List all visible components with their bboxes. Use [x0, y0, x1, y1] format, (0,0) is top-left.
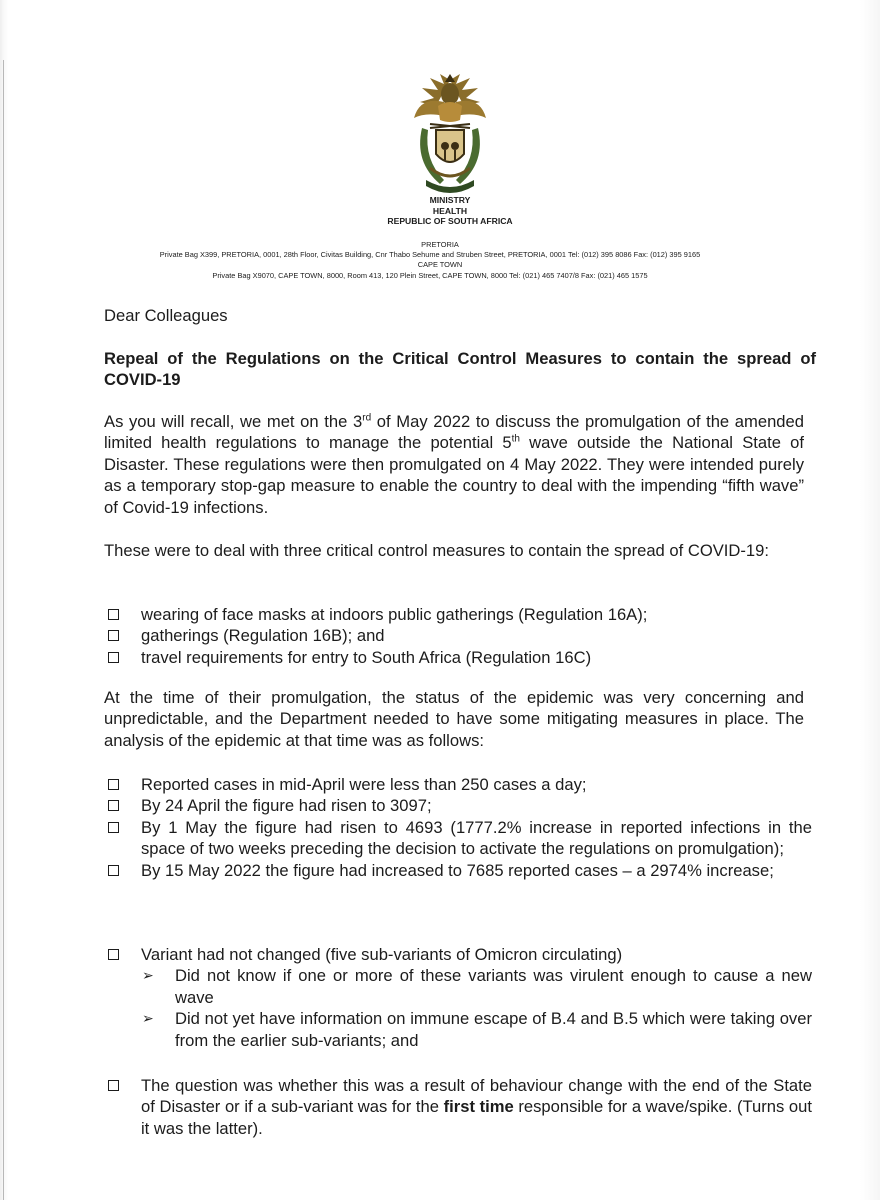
- checkbox-bullet-icon: [108, 865, 119, 876]
- checkbox-bullet-icon: [108, 652, 119, 663]
- analysis-list: [104, 774, 812, 881]
- checkbox-bullet-icon: [108, 630, 119, 641]
- para1-text-c: wave outside the National State of Disaster. These regulations were then promulgated on 4 May 2022. They were intended purely as a temporary stop-gap measure to enable the country to deal with the impending “fifth wave” of Covid-19 infections.: [104, 433, 804, 517]
- pretoria-address: Private Bag X399, PRETORIA, 0001, 28th Floor, Civitas Building, Cnr Thabo Sehume and Struben Street, PRETORIA, 0001 Tel: (012) 395 8086 Fax: (012) 395 9165: [159, 250, 701, 259]
- list-item: [104, 1075, 812, 1139]
- list-item-text: By 24 April the figure had risen to 3097;: [141, 796, 432, 816]
- list-item: [104, 625, 814, 646]
- list-item-text: Reported cases in mid-April were less than 250 cases a day;: [141, 775, 587, 794]
- list-item: [104, 604, 814, 625]
- health-line: HEALTH: [432, 205, 468, 216]
- list-item: [104, 944, 812, 965]
- arrow-bullet-icon: ➢: [142, 1010, 154, 1027]
- coat-of-arms-icon: [400, 72, 500, 200]
- ministry-block: [360, 195, 540, 227]
- list-item: [104, 817, 812, 860]
- ministry-line: MINISTRY: [429, 195, 471, 205]
- paragraph-recall: [104, 411, 804, 518]
- salutation: Dear Colleagues: [104, 306, 228, 325]
- paragraph-measures-intro: These were to deal with three critical control measures to contain the spread of COVID-19:: [104, 541, 769, 560]
- letter-heading: Repeal of the Regulations on the Critical Control Measures to contain the spread of COVID-19: [104, 349, 816, 390]
- list-item-text: By 1 May the figure had risen to 4693 (1777.2% increase in reported infections in the space of two weeks preceding the decision to activate the regulations on promulgation);: [141, 817, 812, 859]
- checkbox-bullet-icon: [108, 779, 119, 790]
- list-item: [104, 860, 812, 881]
- checkbox-bullet-icon: [108, 1080, 119, 1091]
- list-item-text: gatherings (Regulation 16B); and: [141, 626, 385, 646]
- list-item-text: travel requirements for entry to South Africa (Regulation 16C): [141, 647, 592, 667]
- paragraph-analysis-intro: At the time of their promulgation, the status of the epidemic was very concerning and unpredictable, and the Department needed to have some mitigating measures in place. The analysis of the epidemic at that time was as follows:: [104, 688, 804, 750]
- para1-text-b: of May 2022 to discuss the promulgation of the amended limited health regulations to manage the potential 5: [104, 412, 804, 453]
- question-text-a: The question was whether this was a result of behaviour change with the end of the State of Disaster or if a sub-variant was for the: [141, 1076, 812, 1117]
- checkbox-bullet-icon: [108, 609, 119, 620]
- sub-list-item: [140, 1008, 812, 1051]
- checkbox-bullet-icon: [108, 800, 119, 811]
- variant-list: [104, 944, 812, 1051]
- question-text-bold: first time: [443, 1097, 514, 1117]
- checkbox-bullet-icon: [108, 949, 119, 960]
- question-text-b: responsible for a wave/spike. (Turns out it was the latter).: [141, 1097, 813, 1138]
- list-item: [104, 647, 814, 668]
- capetown-label: CAPE TOWN: [417, 260, 463, 269]
- measures-list: [104, 604, 814, 668]
- republic-line: REPUBLIC OF SOUTH AFRICA: [387, 216, 513, 226]
- arrow-bullet-icon: ➢: [142, 967, 154, 984]
- sub-list-item-text: Did not yet have information on immune escape of B.4 and B.5 which were taking over from the earlier sub-variants; and: [175, 1009, 812, 1050]
- pretoria-label: PRETORIA: [421, 240, 459, 249]
- list-item: [104, 795, 812, 816]
- list-item-text: Variant had not changed (five sub-variants of Omicron circulating): [141, 945, 623, 964]
- page-edge: [3, 60, 4, 1200]
- question-list: [104, 1075, 812, 1139]
- para1-text-a: As you will recall, we met on the 3: [104, 412, 363, 431]
- list-item-text: By 15 May 2022 the figure had increased to 7685 reported cases – a 2974% increase;: [141, 860, 774, 880]
- capetown-address: Private Bag X9070, CAPE TOWN, 8000, Room 413, 120 Plein Street, CAPE TOWN, 8000 Tel: (021) 465 7407/8 Fax: (021) 465 1575: [212, 271, 648, 280]
- para1-sup-a: rd: [362, 412, 372, 424]
- list-item: [104, 774, 812, 795]
- list-item-text: wearing of face masks at indoors public gatherings (Regulation 16A);: [141, 605, 648, 624]
- para1-sup-b: th: [511, 433, 520, 445]
- sub-list-item: [140, 965, 812, 1008]
- sub-list-item-text: Did not know if one or more of these variants was virulent enough to cause a new wave: [175, 966, 812, 1007]
- checkbox-bullet-icon: [108, 822, 119, 833]
